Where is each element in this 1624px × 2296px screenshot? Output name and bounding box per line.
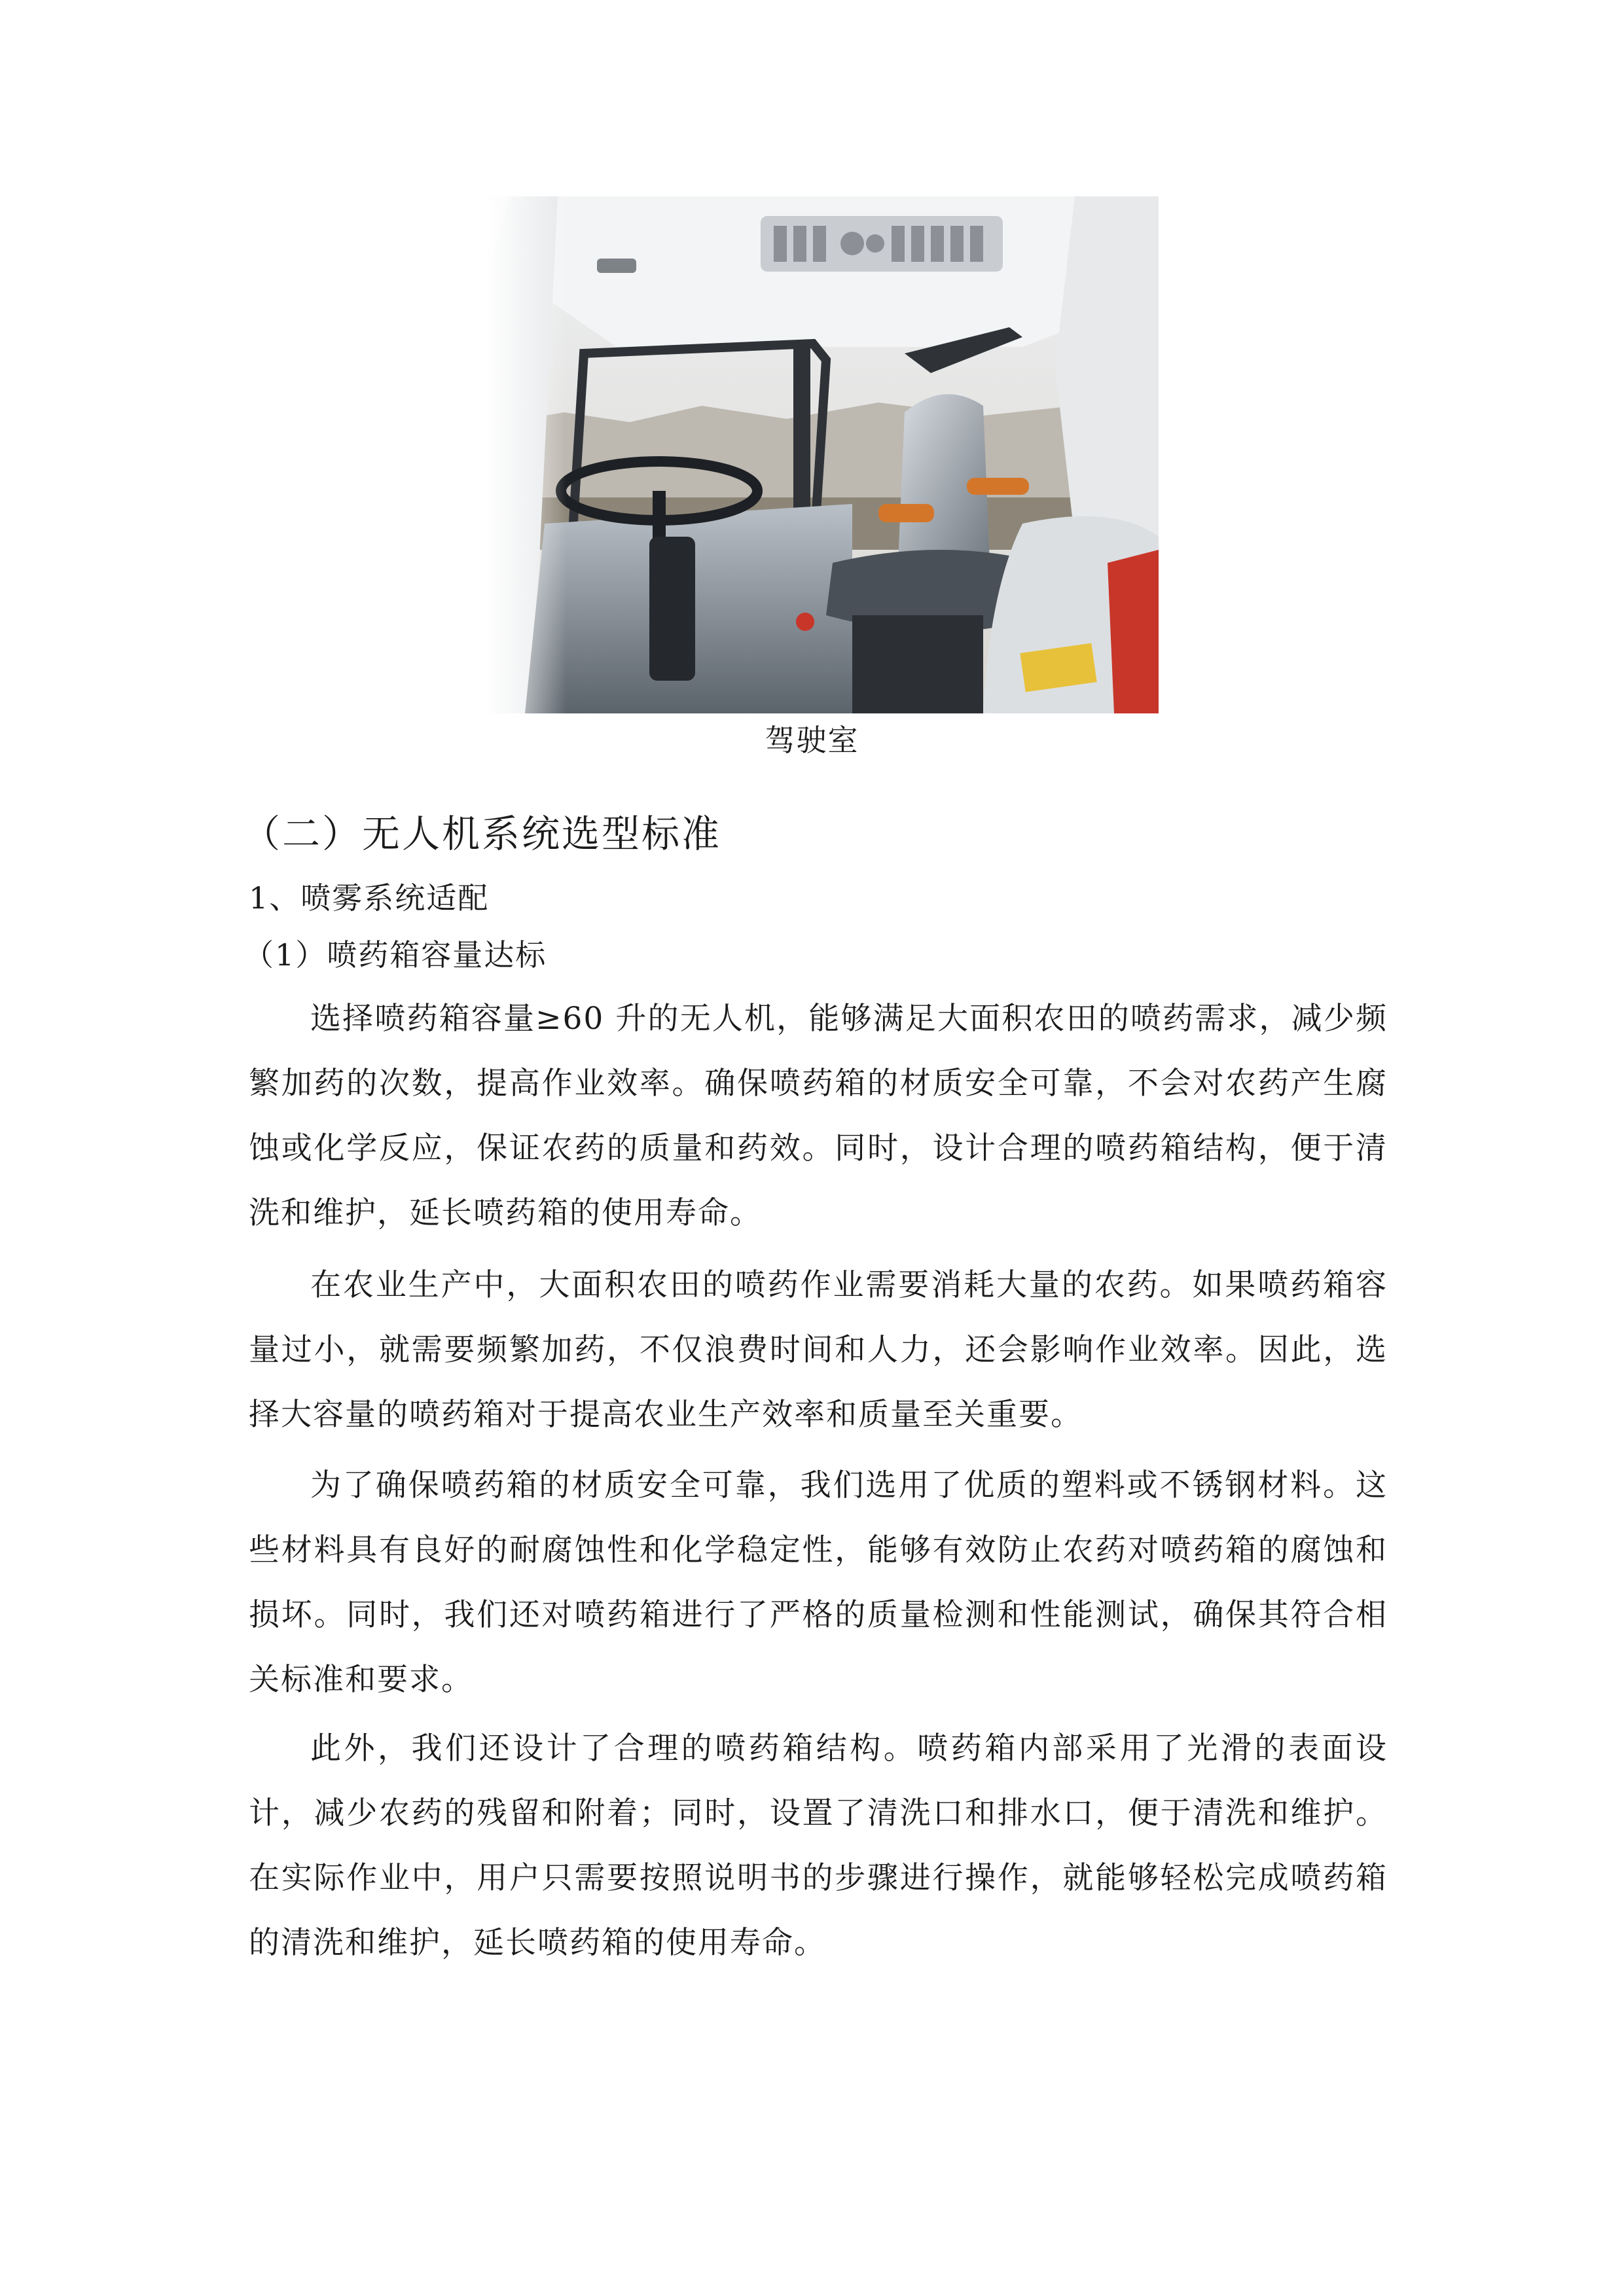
cab-photo xyxy=(486,196,1159,713)
body-paragraph: 在农业生产中，大面积农田的喷药作业需要消耗大量的农药。如果喷药箱容量过小，就需要频繁加药，不仅浪费时间和人力，还会影响作业效率。因此，选择大容量的喷药箱对于提高农业生产效率和质量至关重要。 xyxy=(249,1267,1388,1433)
body-paragraph: 为了确保喷药箱的材质安全可靠，我们选用了优质的塑料或不锈钢材料。这些材料具有良好的耐腐蚀性和化学稳定性，能够有效防止农药对喷药箱的腐蚀和损坏。同时，我们还对喷药箱进行了严格的质量检测和性能测试，确保其符合相关标准和要求。 xyxy=(249,1467,1388,1698)
figure-caption: 驾驶室 xyxy=(765,723,859,758)
subheading-spray-system: 1、喷雾系统适配 xyxy=(249,880,490,916)
section-heading: （二）无人机系统选型标准 xyxy=(242,812,722,856)
tractor-cab-illustration xyxy=(486,196,1159,713)
body-paragraph: 选择喷药箱容量≥60 升的无人机，能够满足大面积农田的喷药需求，减少频繁加药的次数，提高作业效率。确保喷药箱的材质安全可靠，不会对农药产生腐蚀或化学反应，保证农药的质量和药效。同时，设计合理的喷药箱结构，便于清洗和维护，延长喷药箱的使用寿命。 xyxy=(249,1001,1388,1231)
subheading-tank-capacity: （1）喷药箱容量达标 xyxy=(244,937,547,973)
body-paragraph: 此外，我们还设计了合理的喷药箱结构。喷药箱内部采用了光滑的表面设计，减少农药的残留和附着；同时，设置了清洗口和排水口，便于清洗和维护。在实际作业中，用户只需要按照说明书的步骤进行操作，就能够轻松完成喷药箱的清洗和维护，延长喷药箱的使用寿命。 xyxy=(249,1731,1388,1961)
